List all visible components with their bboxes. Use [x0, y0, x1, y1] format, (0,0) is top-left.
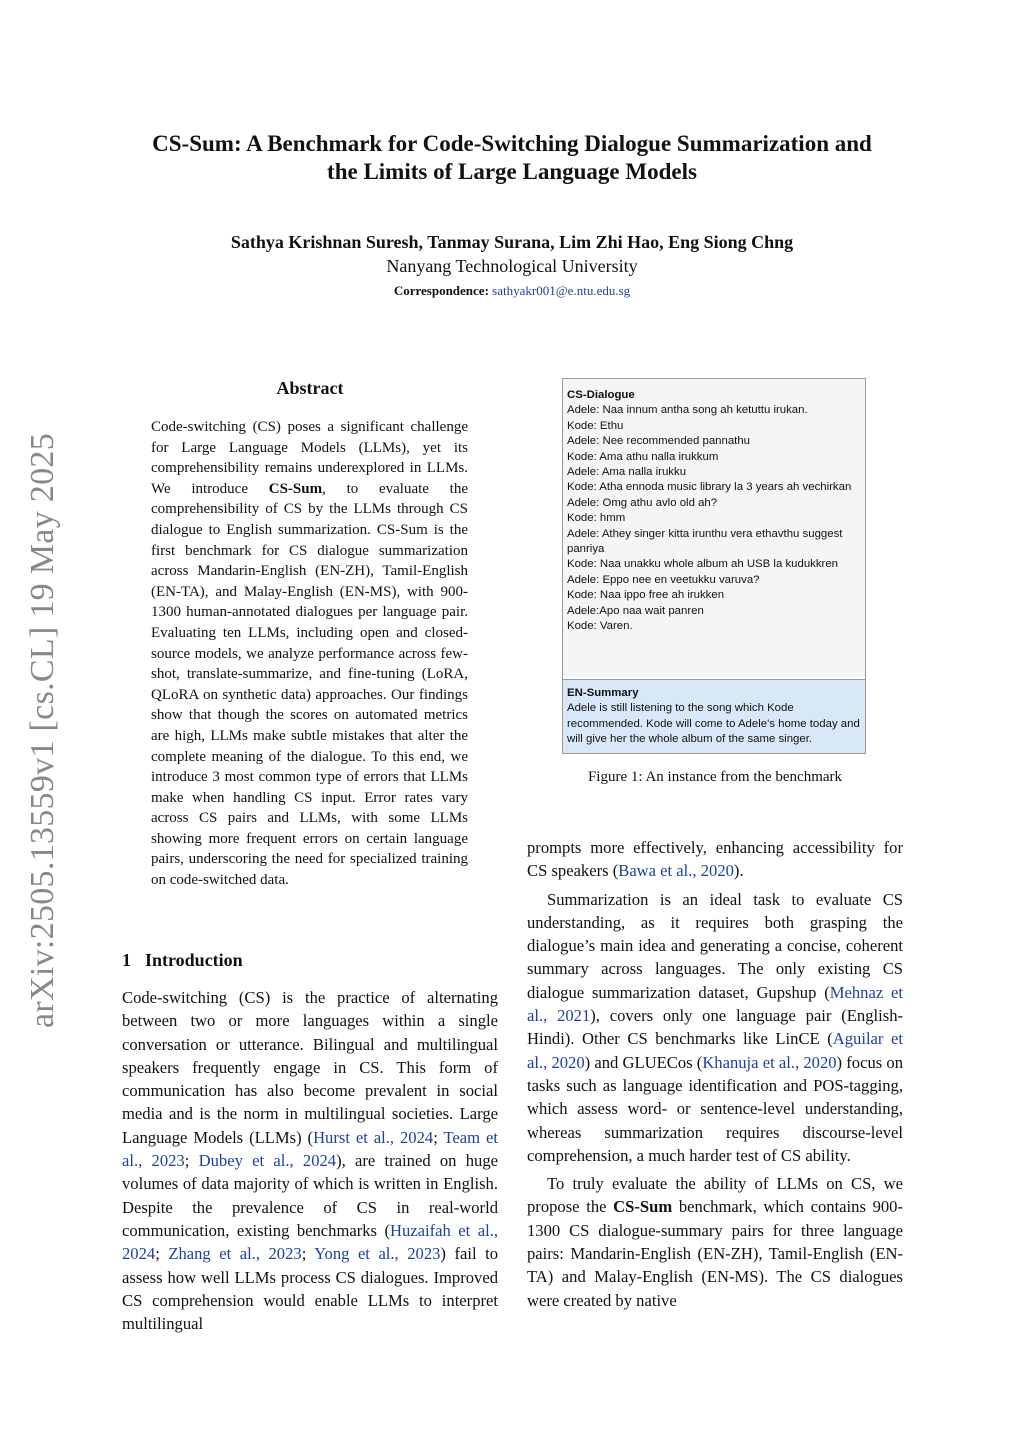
body-text: ) focus on tasks such as language identification and POS-tagging, which assess word- or sentence-level understanding, whereas summarization requires discourse-level comprehension, a much harder test of CS ability.	[527, 1052, 903, 1165]
dialogue-line: Adele:Apo naa wait panren	[567, 604, 704, 617]
dialogue-line: Adele: Omg athu avlo old ah?	[567, 496, 718, 509]
section-number: 1	[122, 950, 131, 970]
title-line-2: the Limits of Large Language Models	[327, 159, 697, 184]
abstract-text	[151, 417, 468, 891]
dialogue-line: Kode: Ama athu nalla irukkum	[567, 450, 719, 463]
body-text: ;	[433, 1127, 444, 1147]
dialogue-header: CS-Dialogue	[567, 389, 635, 401]
body-text: To truly evaluate the ability of LLMs on CS, we propose the	[527, 1174, 903, 1217]
body-text: benchmark, which contains 900-1300 CS dialogue-summary pairs for three language pairs: Mandarin-English (EN-ZH), Tamil-English (EN-TA) and Malay-English (EN-MS). The CS dialogues were created by native	[527, 1197, 903, 1310]
summary-text: Adele is still listening to the song which Kode recommended. Kode will come to Adele's home today and will give her the whole album of the same singer.	[567, 702, 860, 746]
bold-term: CS-Sum	[613, 1197, 673, 1217]
citation-link[interactable]: Bawa et al., 2020	[618, 861, 734, 881]
body-text: ), are trained on huge volumes of data majority of which is written in English. Despite the prevalence of CS in real-world communication, existing benchmarks (	[122, 1151, 499, 1240]
paragraph	[527, 888, 903, 1168]
body-text: ) and GLUECos (	[584, 1052, 703, 1072]
body-text: ).	[733, 861, 744, 881]
section-title: Introduction	[145, 950, 243, 970]
citation-link[interactable]: Yong et al., 2023	[314, 1244, 441, 1264]
intro-left-column	[122, 986, 498, 1335]
author-list: Sathya Krishnan Suresh, Tanmay Surana, Lim Zhi Hao, Eng Siong Chng	[230, 232, 794, 252]
arxiv-stamp	[18, 420, 68, 1030]
figure-1	[562, 378, 866, 754]
citation-link[interactable]: Mehnaz et al., 2021	[527, 982, 903, 1026]
body-text: Code-switching (CS) is the practice of alternating between two or more languages within a single conversation or utterance. Bilingual and multilingual speakers frequently engage in CS. This form of communication has also become prevalent in social media and is the norm in multilingual societies. Large Language Models (LLMs) (	[122, 988, 498, 1147]
abstract-bold-term: CS-Sum	[268, 480, 323, 497]
en-summary-panel	[563, 679, 865, 753]
body-text: ), covers only one language pair (English-Hindi). Other CS benchmarks like LinCE (	[527, 1006, 904, 1049]
dialogue-line: Kode: hmm	[567, 512, 626, 525]
citation-link[interactable]: Hurst et al., 2024	[313, 1127, 434, 1147]
abstract-text-part: , to evaluate the comprehensibility of CS by the LLMs through CS dialogue to English summarization. CS-Sum is the first benchmark for CS dialogue summarization across Mandarin-English (EN-ZH), Tamil-English (EN-TA), and Malay-English (EN-MS), with 900-1300 human-annotated dialogues per language pair. Evaluating ten LLMs, including open and closed-source models, we analyze performance across few-shot, translate-summarize, and fine-tuning (LoRA, QLoRA on synthetic data) approaches. Our findings show that though the scores on automated metrics are high, LLMs make subtle mistakes that alter the complete meaning of the dialogue. To this end, we introduce 3 most common type of errors that LLMs make when handling CS input. Error rates vary across CS pairs and LLMs, with some LLMs showing more frequent errors on certain language pairs, underscoring the need for specialized training on code-switched data.	[151, 480, 468, 889]
body-text: ) fail to assess how well LLMs process CS dialogues. Improved CS comprehension would enable LLMs to interpret multilingual	[122, 1244, 498, 1334]
intro-right-column	[527, 836, 903, 1317]
dialogue-line: Kode: Ethu	[567, 419, 624, 432]
dialogue-line: Adele: Eppo nee en veetukku varuva?	[567, 573, 760, 586]
arxiv-stamp-text: arXiv:2505.13559v1 [cs.CL] 19 May 2025	[24, 433, 61, 1028]
body-text: ;	[184, 1151, 199, 1171]
body-text: Summarization is an ideal task to evaluate CS understanding, as it requires both grasping the dialogue’s main idea and generating a concise, coherent summary across languages. The only existing CS dialogue summarization dataset, Gupshup (	[527, 889, 903, 1002]
dialogue-line: Adele: Ama nalla irukku	[567, 466, 687, 479]
citation-link[interactable]: Aguilar et al., 2020	[527, 1029, 903, 1072]
dialogue-line: Kode: Varen.	[567, 620, 633, 633]
title-line-1: CS-Sum: A Benchmark for Code-Switching Dialogue Summarization and	[152, 131, 872, 156]
cs-dialogue-panel	[563, 379, 865, 677]
summary-header: EN-Summary	[567, 687, 639, 699]
paper-title	[60, 130, 964, 186]
dialogue-line: Kode: Atha ennoda music library la 3 years ah vechirkan	[567, 481, 852, 494]
correspondence	[60, 282, 964, 300]
body-text: prompts more effectively, enhancing accessibility for CS speakers (	[527, 838, 903, 881]
abstract-text-part: Code-switching (CS) poses a significant challenge for Large Language Models (LLMs), yet its comprehensibility remains underexplored in LLMs. We introduce	[151, 419, 468, 497]
paragraph	[527, 836, 903, 883]
citation-link[interactable]: Huzaifah et al., 2024	[122, 1220, 499, 1264]
citation-link[interactable]: Team et al., 2023	[122, 1127, 498, 1171]
affiliation: Nanyang Technological University	[386, 256, 638, 276]
citation-link[interactable]: Dubey et al., 2024	[198, 1151, 337, 1171]
dialogue-line: Adele: Nee recommended pannathu	[567, 435, 751, 448]
paragraph	[527, 1172, 903, 1312]
dialogue-line: Adele: Naa innum antha song ah ketuttu irukan.	[567, 404, 808, 417]
body-text: ;	[155, 1244, 169, 1264]
correspondence-label: Correspondence:	[393, 283, 489, 298]
figure-caption: Figure 1: An instance from the benchmark	[587, 769, 843, 785]
citation-link[interactable]: Khanuja et al., 2020	[702, 1052, 837, 1072]
body-text: ;	[301, 1244, 315, 1264]
dialogue-line: Kode: Naa ippo free ah irukken	[567, 589, 725, 602]
abstract-heading: Abstract	[276, 378, 344, 398]
citation-link[interactable]: Zhang et al., 2023	[168, 1244, 302, 1264]
correspondence-email-link[interactable]: sathyakr001@e.ntu.edu.sg	[492, 283, 631, 298]
dialogue-line: Adele: Athey singer kitta irunthu vera ethavthu suggest panriya	[567, 527, 843, 556]
dialogue-line: Kode: Naa unakku whole album ah USB la kudukkren	[567, 558, 839, 571]
section-heading-introduction	[122, 950, 243, 971]
